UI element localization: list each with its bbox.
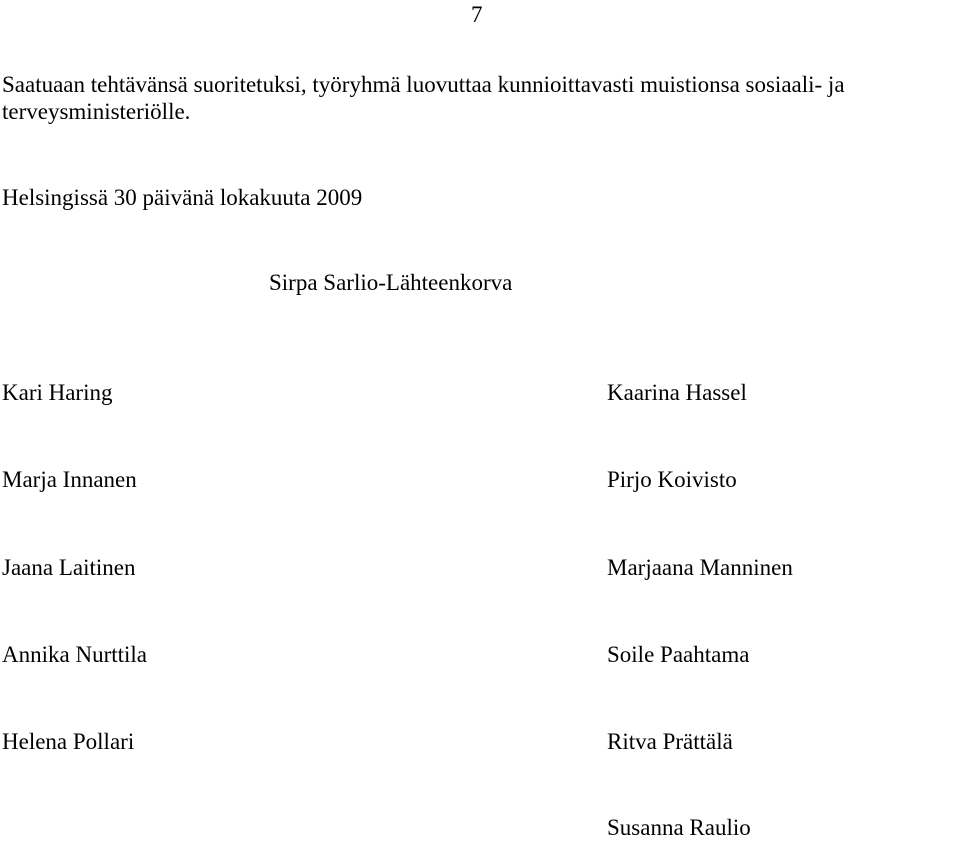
member-name-left: Marja Innanen <box>2 467 137 492</box>
intro-paragraph: Saatuaan tehtävänsä suoritetuksi, työryhmä luovuttaa kunnioittavasti muistionsa sosiaali- ja terveysministeriölle. <box>2 72 845 124</box>
member-name-right: Kaarina Hassel <box>607 380 747 405</box>
chair-signature-name: Sirpa Sarlio-Lähteenkorva <box>269 270 513 295</box>
member-name-right: Marjaana Manninen <box>607 555 793 580</box>
member-name-right: Susanna Raulio <box>607 815 751 840</box>
place-and-date: Helsingissä 30 päivänä lokakuuta 2009 <box>2 185 363 210</box>
member-name-left: Jaana Laitinen <box>2 555 136 580</box>
member-name-left: Annika Nurttila <box>2 642 147 667</box>
member-name-right: Ritva Prättälä <box>607 729 733 754</box>
page-number: 7 <box>471 2 483 27</box>
member-name-right: Pirjo Koivisto <box>607 467 737 492</box>
member-name-right: Soile Paahtama <box>607 642 750 667</box>
member-name-left: Kari Haring <box>2 380 113 405</box>
member-name-left: Helena Pollari <box>2 729 135 754</box>
